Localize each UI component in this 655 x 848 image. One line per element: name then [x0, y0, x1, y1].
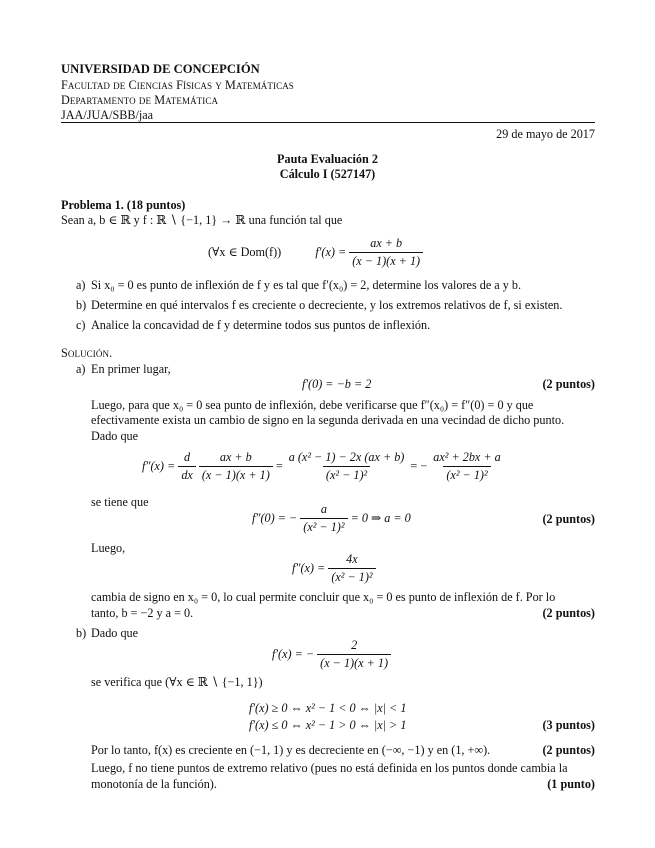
title-line-1: Pauta Evaluación 2 — [277, 152, 378, 166]
points-badge: (2 puntos) — [542, 743, 595, 757]
problem-intro: Sean a, b ∈ ℝ y f : ℝ ∖ {−1, 1} → ℝ una función tal que — [61, 213, 343, 227]
eq2-fraction-2 — [286, 450, 408, 483]
points-badge: (2 puntos) — [542, 512, 595, 526]
eq4-num: 4x — [346, 552, 358, 566]
b-eq1-fraction — [317, 638, 391, 671]
eq3-lhs: f″(0) = − — [252, 511, 298, 525]
sol-b-p2-line1: Luego, f no tiene puntos de extremo relativo (pues no está definida en los puntos donde cambia la — [91, 761, 568, 775]
sol-a-label: a) — [76, 362, 86, 376]
eq2-equals-minus: = − — [410, 459, 428, 473]
eq2-fraction-1 — [199, 450, 273, 483]
eq4-den: (x² − 1)² — [328, 568, 375, 585]
sol-a-p1-line2: efectivamente exista un cambio de signo en la segunda derivada en una vecindad de dicho punto. — [91, 413, 565, 427]
eq2-equals: = — [275, 459, 283, 473]
eq3-fraction — [300, 502, 347, 535]
item-c-label: c) — [76, 318, 86, 332]
department-name: Departamento de Matemática — [61, 93, 219, 107]
sol-a-p1-line3: Dado que — [91, 429, 139, 443]
sol-b-ineq1: f′(x) ≥ 0 ⇔ x² − 1 < 0 ⇔ |x| < 1 — [249, 701, 407, 715]
eq2-f1-den: (x − 1)(x + 1) — [199, 466, 273, 483]
item-a-label: a) — [76, 278, 86, 292]
eq-lhs: f′(x) = — [315, 245, 347, 259]
sol-a-p1-line1: Luego, para que x₀ = 0 sea punto de inflexión, debe verificarse que f″(x₀) = f″(0) = 0 y que — [91, 398, 534, 412]
sol-b-p2-line2: monotonía de la función). — [91, 777, 217, 791]
eq2-d-num: d — [184, 450, 191, 464]
sol-b-verifica: se verifica que (∀x ∈ ℝ ∖ {−1, 1}) — [91, 675, 263, 689]
sol-b-eq1 — [272, 638, 391, 671]
sol-a-eq1: f′(0) = −b = 2 — [302, 377, 372, 391]
eq2-d-den: dx — [178, 466, 196, 483]
points-badge: (2 puntos) — [542, 377, 595, 391]
eq-numerator: ax + b — [370, 236, 403, 250]
eq2-lhs: f″(x) = — [142, 459, 176, 473]
eq-domain: (∀x ∈ Dom(f)) — [208, 245, 282, 259]
eq2-derivative-op — [178, 450, 196, 483]
problem-heading: Problema 1. (18 puntos) — [61, 198, 186, 212]
eq3-rhs: = 0 ⇒ a = 0 — [350, 511, 411, 525]
eq2-f2-num: a (x² − 1) − 2x (ax + b) — [288, 450, 405, 464]
item-b-text: Determine en qué intervalos f es creciente o decreciente, y los extremos relativos de f, si existen. — [91, 298, 563, 312]
points-badge: (3 puntos) — [542, 718, 595, 732]
exam-date: 29 de mayo de 2017 — [496, 127, 595, 141]
sol-a-eq4 — [292, 552, 376, 585]
eq4-lhs: f″(x) = — [292, 561, 326, 575]
sol-b-p1: Por lo tanto, f(x) es creciente en (−1, 1) y es decreciente en (−∞, −1) y en (1, +∞). — [91, 743, 491, 757]
sol-a-p2-line2: tanto, b = −2 y a = 0. — [91, 606, 194, 620]
header-rule — [61, 122, 595, 123]
b-eq1-lhs: f′(x) = − — [272, 647, 315, 661]
eq-fraction — [349, 236, 423, 269]
eq2-f2-den: (x² − 1)² — [323, 466, 370, 483]
eq2-fraction-3 — [430, 450, 503, 483]
sol-a-p2-line1: cambia de signo en x₀ = 0, lo cual permite concluir que x₀ = 0 es punto de inflexión de f. Por lo — [91, 590, 556, 604]
eq3-den: (x² − 1)² — [300, 518, 347, 535]
sol-a-eq2 — [142, 450, 504, 483]
eq2-f3-num: ax² + 2bx + a — [433, 450, 501, 464]
item-a-text: Si x₀ = 0 es punto de inflexión de f y es tal que f′(x₀) = 2, determine los valores de a y b. — [91, 278, 522, 292]
sol-a-eq3 — [252, 502, 411, 535]
eq-denominator: (x − 1)(x + 1) — [349, 252, 423, 269]
item-b-label: b) — [76, 298, 87, 312]
sol-b-ineq2: f′(x) ≤ 0 ⇔ x² − 1 > 0 ⇔ |x| > 1 — [249, 718, 407, 732]
sol-b-intro: Dado que — [91, 626, 139, 640]
university-name: UNIVERSIDAD DE CONCEPCIÓN — [61, 62, 260, 76]
eq4-fraction — [328, 552, 375, 585]
author-initials: JAA/JUA/SBB/jaa — [61, 108, 154, 122]
sol-a-intro: En primer lugar, — [91, 362, 171, 376]
title-line-2: Cálculo I (527147) — [279, 167, 376, 181]
eq2-f3-den: (x² − 1)² — [443, 466, 490, 483]
sol-a-luego: Luego, — [91, 541, 126, 555]
eq3-num: a — [320, 502, 327, 516]
b-eq1-num: 2 — [351, 638, 358, 652]
b-eq1-den: (x − 1)(x + 1) — [317, 654, 391, 671]
points-badge: (1 punto) — [547, 777, 595, 791]
faculty-name: Facultad de Ciencias Físicas y Matemáticas — [61, 78, 294, 92]
sol-a-se-tiene: se tiene que — [91, 495, 149, 509]
problem-equation — [208, 236, 423, 269]
sol-b-label: b) — [76, 626, 87, 640]
item-c-text: Analice la concavidad de f y determine todos sus puntos de inflexión. — [91, 318, 431, 332]
solution-heading: Solución. — [61, 346, 113, 360]
points-badge: (2 puntos) — [542, 606, 595, 620]
eq2-f1-num: ax + b — [219, 450, 252, 464]
